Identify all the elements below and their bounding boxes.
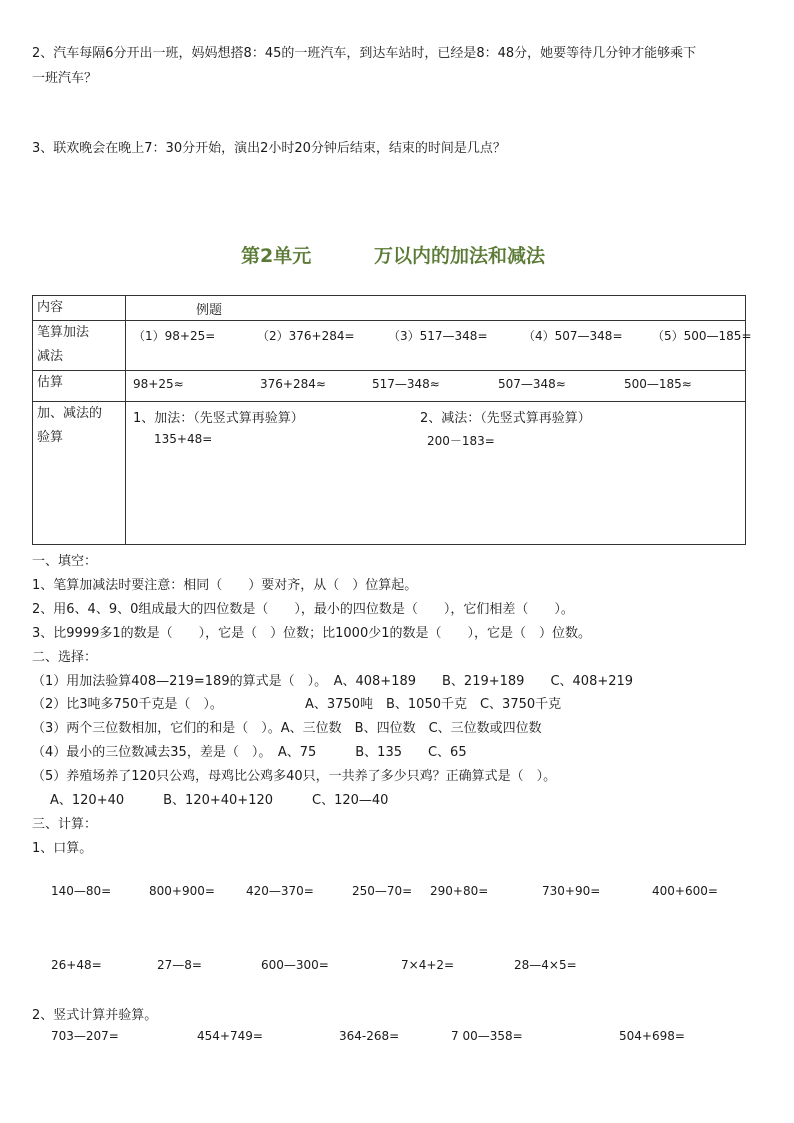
vertical-calc-item: 504+698= xyxy=(619,1029,685,1043)
problem-2-line-1: 2、汽车每隔6分开出一班，妈妈想搭8：45的一班汽车，到达车站时，已经是8：48分，她要等待几分钟才能够乘下 xyxy=(32,46,697,61)
fill-question-3: 3、比9999多1的数是（ ），它是（ ）位数；比1000少1的数是（ ），它是（ ）位数。 xyxy=(32,626,591,641)
oral-calc-heading: 1、口算。 xyxy=(32,841,93,856)
written-item: （2）376+284= xyxy=(257,329,355,343)
addition-check-expr: 135+48= xyxy=(154,432,213,446)
vertical-calc-item: 364-268= xyxy=(339,1029,400,1043)
estimate-item: 376+284≈ xyxy=(260,377,326,391)
estimate-item: 517—348≈ xyxy=(372,377,440,391)
check-label-line2: 验算 xyxy=(37,430,64,445)
oral-calc-item: 400+600= xyxy=(652,884,718,898)
estimate-item: 507—348≈ xyxy=(498,377,566,391)
oral-calc-item: 420—370= xyxy=(246,884,314,898)
check-label xyxy=(33,402,126,545)
vertical-calc-item: 454+749= xyxy=(197,1029,263,1043)
table-row-check xyxy=(33,402,746,545)
problem-3: 3、联欢晚会在晚上7：30分开始，演出2小时20分钟后结束，结束的时间是几点？ xyxy=(32,141,506,156)
header-examples-label: 例题 xyxy=(196,303,223,318)
written-item: （5）500—185= xyxy=(652,329,752,343)
written-label xyxy=(33,321,126,371)
table-row-estimate xyxy=(33,371,746,402)
choice-heading: 二、选择： xyxy=(32,650,98,665)
written-label-line1: 笔算加法 xyxy=(37,325,90,340)
choice-question-5-options: A、120+40 B、120+40+120 C、120—40 xyxy=(50,793,389,808)
check-content xyxy=(126,402,746,545)
oral-calc-item: 730+90= xyxy=(542,884,601,898)
vertical-calc-heading: 2、竖式计算并验算。 xyxy=(32,1008,158,1023)
unit-name: 万以内的加法和减法 xyxy=(374,245,546,267)
unit-summary-table xyxy=(32,295,752,545)
oral-calc-item: 290+80= xyxy=(430,884,489,898)
oral-calc-item: 600—300= xyxy=(261,958,329,972)
table-header-row xyxy=(33,296,746,321)
oral-calc-item: 140—80= xyxy=(51,884,112,898)
header-examples xyxy=(126,296,746,321)
oral-calc-item: 27—8= xyxy=(157,958,202,972)
problem-2-line-2: 一班汽车？ xyxy=(32,71,98,86)
subtraction-check-title: 2、减法：（先竖式算再验算） xyxy=(420,411,591,426)
written-items xyxy=(126,321,752,371)
vertical-calc-item: 703—207= xyxy=(51,1029,119,1043)
choice-question-5: （5）养殖场养了120只公鸡，母鸡比公鸡多40只，一共养了多少只鸡？正确算式是（ ）。 xyxy=(32,769,557,784)
choice-question-2: （2）比3吨多750千克是（ ）。 xyxy=(32,697,223,712)
fill-question-2: 2、用6、4、9、0组成最大的四位数是（ ），最小的四位数是（ ），它们相差（ ）。 xyxy=(32,602,574,617)
oral-calc-item: 28—4×5= xyxy=(514,958,577,972)
oral-calc-item: 250—70= xyxy=(352,884,413,898)
choice-question-1: （1）用加法验算408—219=189的算式是（ ）。 A、408+189 B、219+189 C、408+219 xyxy=(32,674,634,689)
calc-heading: 三、计算： xyxy=(32,817,98,832)
written-item: （1）98+25= xyxy=(133,329,216,343)
choice-question-4: （4）最小的三位数减去35，差是（ ）。 A、75 B、135 C、65 xyxy=(32,745,467,760)
estimate-item: 500—185≈ xyxy=(624,377,692,391)
estimate-item: 98+25≈ xyxy=(133,377,184,391)
oral-calc-item: 26+48= xyxy=(51,958,102,972)
written-item: （3）517—348= xyxy=(388,329,488,343)
oral-calc-item: 800+900= xyxy=(149,884,215,898)
choice-question-2-options: A、3750吨 B、1050千克 C、3750千克 xyxy=(305,697,562,712)
check-label-line1: 加、减法的 xyxy=(37,406,103,421)
header-content-label: 内容 xyxy=(37,300,64,315)
choice-question-3: （3）两个三位数相加，它们的和是（ ）。A、三位数 B、四位数 C、三位数或四位数 xyxy=(32,721,542,736)
vertical-calc-item: 7 00—358= xyxy=(451,1029,523,1043)
written-item: （4）507—348= xyxy=(523,329,623,343)
fill-question-1: 1、笔算加减法时要注意：相同（ ）要对齐，从（ ）位算起。 xyxy=(32,578,418,593)
fill-heading: 一、填空： xyxy=(32,554,98,569)
estimate-label-text: 估算 xyxy=(37,375,64,390)
oral-calc-item: 7×4+2= xyxy=(401,958,455,972)
subtraction-check-expr: 200－183= xyxy=(427,434,495,448)
estimate-label xyxy=(33,371,126,402)
addition-check-title: 1、加法：（先竖式算再验算） xyxy=(133,411,304,426)
written-label-line2: 减法 xyxy=(37,349,64,364)
unit-number: 第2单元 xyxy=(241,245,312,267)
estimate-items xyxy=(126,371,746,402)
table-row-written xyxy=(33,321,746,371)
header-content xyxy=(33,296,126,321)
